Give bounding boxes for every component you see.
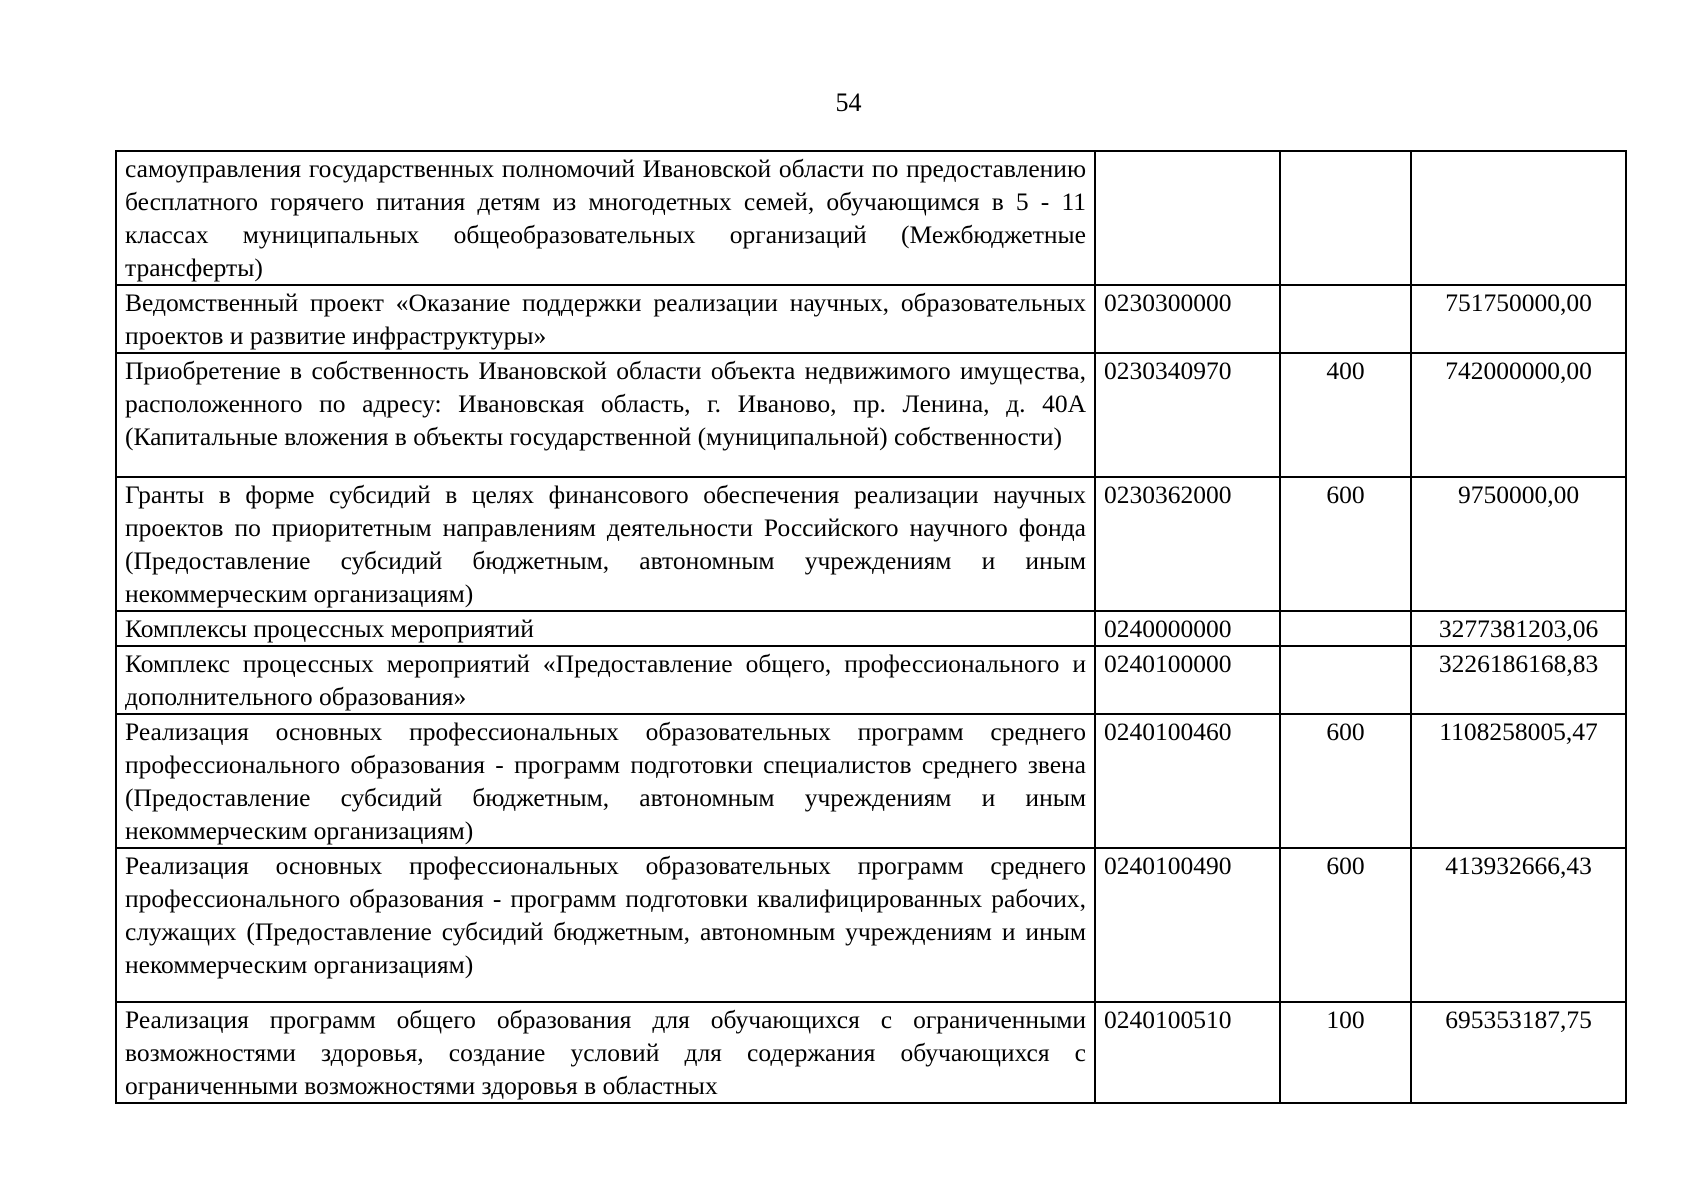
row-expense-type <box>1280 285 1411 353</box>
row-sum: 3277381203,06 <box>1411 611 1626 646</box>
row-sum: 9750000,00 <box>1411 477 1626 611</box>
row-code: 0240000000 <box>1095 611 1280 646</box>
row-code: 0230300000 <box>1095 285 1280 353</box>
row-expense-type <box>1280 611 1411 646</box>
row-name: Комплексы процессных мероприятий <box>116 611 1095 646</box>
table-row <box>116 611 1626 646</box>
row-code: 0240100490 <box>1095 848 1280 1002</box>
row-expense-type: 600 <box>1280 848 1411 1002</box>
page-number: 54 <box>835 88 862 117</box>
row-expense-type <box>1280 646 1411 714</box>
table-row <box>116 477 1626 611</box>
table-row <box>116 285 1626 353</box>
row-code: 0240100460 <box>1095 714 1280 848</box>
row-name: Приобретение в собственность Ивановской области объекта недвижимого имущества, расположенного по адресу: Ивановская область, г. Иваново, пр. Ленина, д. 40А (Капитальные вложения в объекты государственной (муниципальной) собственности) <box>116 353 1095 477</box>
row-code <box>1095 151 1280 285</box>
table-row <box>116 1002 1626 1103</box>
row-sum <box>1411 151 1626 285</box>
row-sum: 413932666,43 <box>1411 848 1626 1002</box>
table-row <box>116 353 1626 477</box>
row-name: Комплекс процессных мероприятий «Предоставление общего, профессионального и дополнительного образования» <box>116 646 1095 714</box>
row-sum: 695353187,75 <box>1411 1002 1626 1103</box>
row-sum: 742000000,00 <box>1411 353 1626 477</box>
row-name: Реализация основных профессиональных образовательных программ среднего профессионального образования - программ подготовки квалифицированных рабочих, служащих (Предоставление субсидий бюджетным, автономным учреждениям и иным некоммерческим организациям) <box>116 848 1095 1002</box>
row-name: Гранты в форме субсидий в целях финансового обеспечения реализации научных проектов по приоритетным направлениям деятельности Российского научного фонда (Предоставление субсидий бюджетным, автономным учреждениям и иным некоммерческим организациям) <box>116 477 1095 611</box>
table-row <box>116 848 1626 1002</box>
row-expense-type: 400 <box>1280 353 1411 477</box>
row-sum: 751750000,00 <box>1411 285 1626 353</box>
row-sum: 1108258005,47 <box>1411 714 1626 848</box>
row-expense-type: 600 <box>1280 714 1411 848</box>
row-expense-type: 100 <box>1280 1002 1411 1103</box>
budget-table <box>115 150 1627 1104</box>
row-name: Реализация программ общего образования для обучающихся с ограниченными возможностями здоровья, создание условий для содержания обучающихся с ограниченными возможностями здоровья в областных <box>116 1002 1095 1103</box>
row-sum: 3226186168,83 <box>1411 646 1626 714</box>
row-name: Реализация основных профессиональных образовательных программ среднего профессионального образования - программ подготовки специалистов среднего звена (Предоставление субсидий бюджетным, автономным учреждениям и иным некоммерческим организациям) <box>116 714 1095 848</box>
table-row <box>116 151 1626 285</box>
row-expense-type <box>1280 151 1411 285</box>
row-name: Ведомственный проект «Оказание поддержки реализации научных, образовательных проектов и развитие инфраструктуры» <box>116 285 1095 353</box>
row-name: самоуправления государственных полномочий Ивановской области по предоставлению бесплатного горячего питания детям из многодетных семей, обучающимся в 5 - 11 классах муниципальных общеобразовательных организаций (Межбюджетные трансферты) <box>116 151 1095 285</box>
row-code: 0240100000 <box>1095 646 1280 714</box>
row-code: 0230340970 <box>1095 353 1280 477</box>
row-code: 0240100510 <box>1095 1002 1280 1103</box>
table-row <box>116 714 1626 848</box>
table-row <box>116 646 1626 714</box>
row-expense-type: 600 <box>1280 477 1411 611</box>
row-code: 0230362000 <box>1095 477 1280 611</box>
